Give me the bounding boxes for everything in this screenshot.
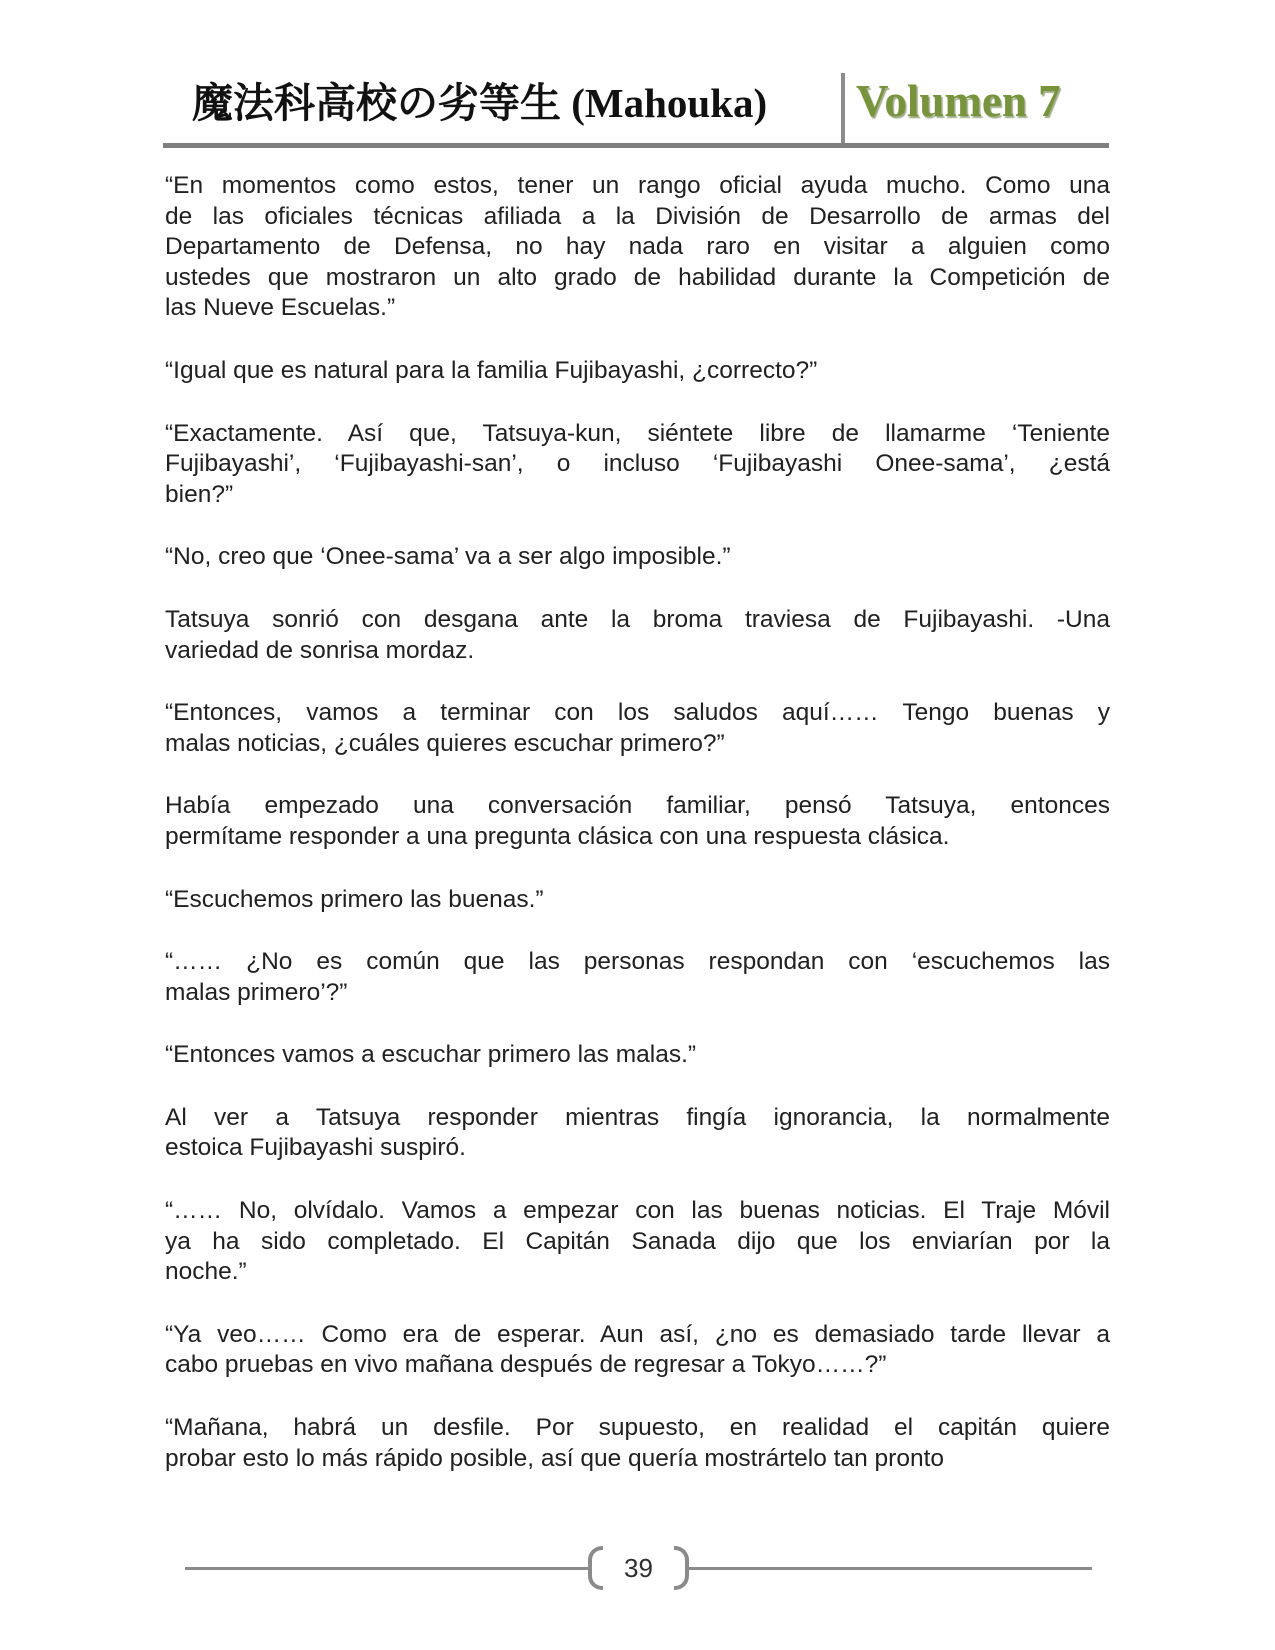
paragraph-line: variedad de sonrisa mordaz. [165,636,475,664]
paragraph-line: probar esto lo más rápido posible, así que quería mostrártelo tan pronto [165,1444,944,1472]
paragraph [165,1196,1110,1288]
paragraph-line: Departamento de Defensa, no hay nada raro en visitar a alguien como [165,233,1110,261]
page-body [165,171,1110,1506]
paragraph-line: Había empezado una conversación familiar, pensó Tatsuya, entonces [165,792,1110,820]
paragraph [165,885,1110,916]
paragraph-line: Al ver a Tatsuya responder mientras fingía ignorancia, la normalmente [165,1103,1110,1131]
paragraph-list [165,171,1110,1474]
paragraph-line: “Entonces vamos a escuchar primero las malas.” [165,1041,697,1069]
paragraph-line: “Exactamente. Así que, Tatsuya-kun, siéntete libre de llamarme ‘Teniente [165,419,1110,447]
page-number: 39 [624,1553,653,1583]
paragraph [165,356,1110,387]
paragraph [165,419,1110,511]
paragraph [165,1103,1110,1164]
paragraph-line: “…… ¿No es común que las personas respondan con ‘escuchemos las [165,948,1110,976]
paragraph-line: “No, creo que ‘Onee-sama’ va a ser algo imposible.” [165,543,731,571]
paragraph [165,791,1110,852]
header-rule [163,143,1109,148]
volume-label: Volumen 7 [856,76,1061,126]
paragraph-line: Tatsuya sonrió con desgana ante la broma traviesa de Fujibayashi. -Una [165,605,1110,633]
page-number-bracket-right [674,1546,689,1590]
paragraph-line: ustedes que mostraron un alto grado de habilidad durante la Competición de [165,263,1110,291]
paragraph-line: “Mañana, habrá un desfile. Por supuesto, en realidad el capitán quiere [165,1414,1110,1442]
paragraph-line: malas noticias, ¿cuáles quieres escuchar primero?” [165,729,725,757]
paragraph [165,1040,1110,1071]
footer-rule-left [185,1567,588,1570]
paragraph-line: bien?” [165,480,234,508]
paragraph-line: las Nueve Escuelas.” [165,294,396,322]
paragraph-line: ya ha sido completado. El Capitán Sanada dijo que los enviarían por la [165,1227,1110,1255]
paragraph-line: cabo pruebas en vivo mañana después de regresar a Tokyo……?” [165,1351,887,1379]
paragraph-line: “…… No, olvídalo. Vamos a empezar con las buenas noticias. El Traje Móvil [165,1197,1110,1225]
paragraph-line: “Escuchemos primero las buenas.” [165,885,544,913]
book-title-latin: (Mahouka) [571,80,768,126]
book-title [192,78,767,128]
paragraph-line: de las oficiales técnicas afiliada a la División de Desarrollo de armas del [165,202,1110,230]
paragraph [165,1413,1110,1474]
paragraph [165,605,1110,666]
book-title-japanese: 魔法科高校の劣等生 [192,80,561,126]
paragraph-line: Fujibayashi’, ‘Fujibayashi-san’, o incluso ‘Fujibayashi Onee-sama’, ¿está [165,450,1110,478]
paragraph [165,698,1110,759]
paragraph-line: noche.” [165,1258,247,1286]
paragraph-line: malas primero’?” [165,978,348,1006]
paragraph-line: “En momentos como estos, tener un rango oficial ayuda mucho. Como una [165,172,1110,199]
paragraph-line: “Entonces, vamos a terminar con los saludos aquí…… Tengo buenas y [165,699,1110,727]
paragraph-line: “Ya veo…… Como era de esperar. Aun así, ¿no es demasiado tarde llevar a [165,1320,1110,1348]
header-divider [841,73,845,144]
paragraph-line: estoica Fujibayashi suspiró. [165,1134,466,1162]
paragraph-line: “Igual que es natural para la familia Fujibayashi, ¿correcto?” [165,356,818,384]
paragraph [165,1320,1110,1381]
paragraph [165,542,1110,573]
paragraph-line: permítame responder a una pregunta clásica con una respuesta clásica. [165,822,950,850]
paragraph [165,947,1110,1008]
footer-rule-right [689,1567,1092,1570]
paragraph [165,171,1110,324]
